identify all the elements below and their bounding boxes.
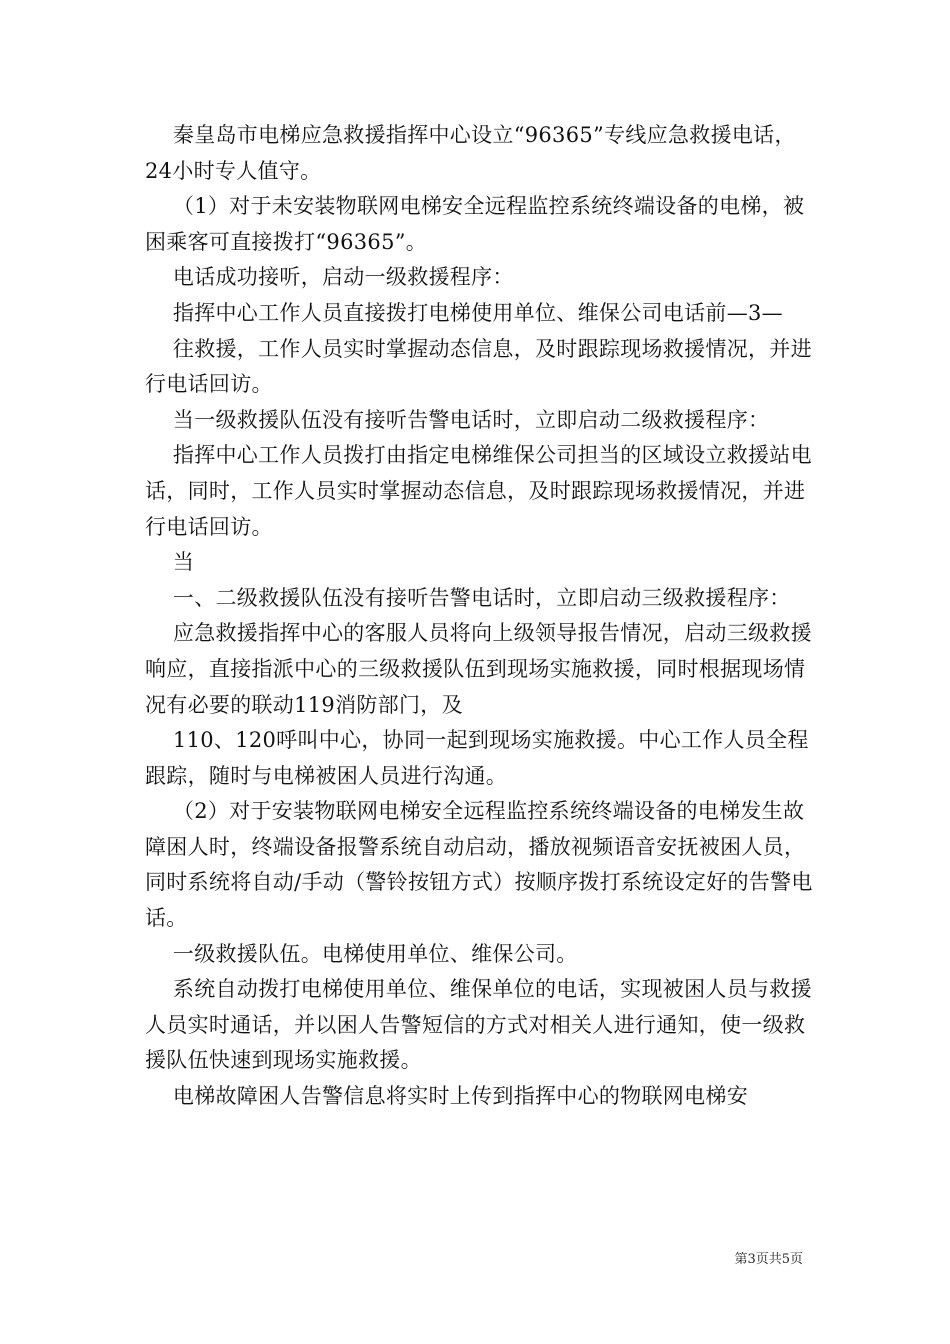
paragraph: 应急救援指挥中心的客服人员将向上级领导报告情况，启动三级救援响应，直接指派中心的三级救援队伍到现场实施救援，同时根据现场情况有必要的联动119消防部门，及 (145, 621, 812, 717)
paragraph: 电梯故障困人告警信息将实时上传到指挥中心的物联网电梯安 (145, 1084, 749, 1109)
page-number-footer: 第3页共5页 (734, 1252, 803, 1267)
paragraph: 电话成功接听，启动一级救援程序： (145, 265, 514, 290)
paragraph: （2）对于安装物联网电梯安全远程监控系统终端设备的电梯发生故障困人时，终端设备报警系统自动启动，播放视频语音安抚被困人员，同时系统将自动/手动（警铃按钮方式）按顺序拨打系统设定好的告警电话。 (145, 799, 813, 931)
paragraph: 指挥中心工作人员直接拨打电梯使用单位、维保公司电话前—3— (145, 300, 783, 325)
paragraph: 110、120呼叫中心，协同一起到现场实施救援。中心工作人员全程跟踪，随时与电梯被困人员进行沟通。 (145, 728, 809, 788)
paragraph: 指挥中心工作人员拨打由指定电梯维保公司担当的区域设立救援站电话，同时，工作人员实时掌握动态信息，及时跟踪现场救援情况，并进行电话回访。 (145, 443, 812, 539)
paragraph: 一级救援队伍。电梯使用单位、维保公司。 (145, 941, 578, 966)
document-body (145, 118, 815, 1115)
paragraph: 一、二级救援队伍没有接听告警电话时，立即启动三级救援程序： (145, 585, 791, 610)
paragraph: 当一级救援队伍没有接听告警电话时，立即启动二级救援程序： (145, 407, 770, 432)
paragraph: 往救援，工作人员实时掌握动态信息，及时跟踪现场救援情况，并进行电话回访。 (145, 336, 812, 397)
paragraph: （1）对于未安装物联网电梯安全远程监控系统终端设备的电梯，被困乘客可直接拨打“96365”。 (145, 194, 805, 254)
paragraph: 当 (145, 550, 195, 575)
paragraph: 秦皇岛市电梯应急救援指挥中心设立“96365”专线应急救援电话，24小时专人值守。 (145, 123, 796, 183)
paragraph: 系统自动拨打电梯使用单位、维保单位的电话，实现被困人员与救援人员实时通话，并以困人告警短信的方式对相关人进行通知，使一级救援队伍快速到现场实施救援。 (145, 977, 812, 1073)
